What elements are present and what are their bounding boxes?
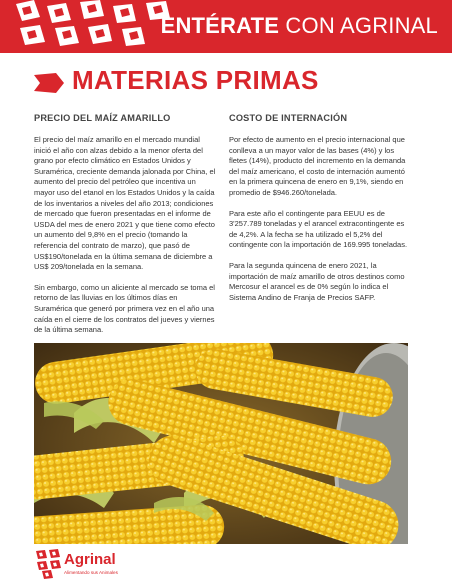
header-title bbox=[161, 13, 438, 39]
agrinal-logo-icon bbox=[34, 549, 62, 579]
right-column bbox=[229, 113, 412, 313]
header-title-bold: ENTÉRATE bbox=[160, 13, 280, 38]
right-column-heading: COSTO DE INTERNACIÓN bbox=[229, 113, 348, 123]
left-column-heading: PRECIO DEL MAÍZ AMARILLO bbox=[34, 113, 171, 123]
corn-illustration bbox=[34, 343, 408, 544]
brand-name: Agrinal bbox=[64, 551, 116, 568]
footer-brand bbox=[34, 547, 234, 584]
section-title: MATERIAS PRIMAS bbox=[72, 65, 319, 95]
left-column bbox=[34, 113, 217, 346]
red-arrow-icon bbox=[34, 73, 64, 93]
left-paragraph-2: Sin embargo, como un aliciente al mercado se toma el retorno de las lluvias en los últimos días en Suramérica que generó por primera vez en el año una caída en el cierre de los contratos del jueves y viernes de la última semana. bbox=[34, 282, 215, 335]
brand-tagline: Alimentando sus Animales bbox=[64, 570, 118, 575]
right-paragraph-2: Para este año el contingente para EEUU es de 3'257.789 toneladas y el arancel extracontingente es de 4,2%. A la fecha se ha utilizado el 5,2% del contingente con la importación de 169.995 toneladas. bbox=[229, 208, 408, 250]
page-header bbox=[0, 0, 452, 53]
right-paragraph-1: Por efecto de aumento en el precio internacional que conlleva a un mayor valor de las bases (4%) y los fletes (14%), producto del incremento en la demanda del maíz americano, el costo de internación aumentó en la primera quincena de enero en 9,1%, siendo en promedio de $946.260/tonelada. bbox=[229, 135, 406, 197]
header-title-rest: CON AGRINAL bbox=[285, 13, 438, 38]
corn-photo bbox=[34, 343, 408, 544]
left-paragraph-1: El precio del maíz amarillo en el mercado mundial inició el año con alzas debido a la menor oferta del grano por efecto climático en Estados Unidos y Suramérica, creciente demanda jalonada por China, el aumento del precio del petróleo que incentiva un mayor uso del etanol en los Estados Unidos y la caída de los inventarios a niveles del año 2013; condiciones de mercado que fueron presentadas en el informe de USDA del mes de enero 2021 y que tiene como efecto un aumento del 9,8% en el precio (tomando la referencia del contrato de marzo), que pasó de US$190/tonelada en la última semana de diciembre a US$ 209/tonelada en la semana. bbox=[34, 135, 216, 272]
right-paragraph-3: Para la segunda quincena de enero 2021, la importación de maíz amarillo de otros destinos como Mercosur el arancel es de 0% según lo indica el Sistema Andino de Franja de Precios SAFP. bbox=[229, 260, 405, 302]
